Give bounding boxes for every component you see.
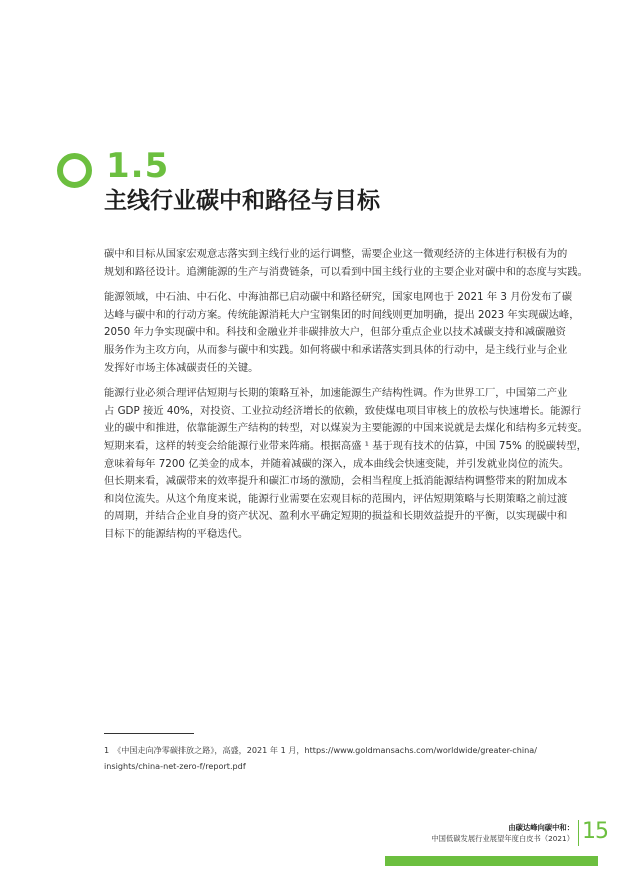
paragraph-line: 发挥好市场主体减碳责任的关键。 (104, 361, 259, 374)
section-ring-icon (57, 153, 92, 188)
paragraph-line: 2050 年力争实现碳中和。科技和金融业并非碳排放大户，但部分重点企业以技术减碳支持和减碳融资 (104, 326, 566, 339)
footer-series (431, 822, 574, 844)
body-text (104, 246, 588, 552)
paragraph-line: 达峰与碳中和的行动方案。传统能源消耗大户宝钢集团的时间线则更加明确，提出 2023 年实现碳达峰， (104, 308, 580, 321)
footnote-divider (104, 733, 194, 734)
section-title: 主线行业碳中和路径与目标 (104, 188, 380, 214)
footnote (104, 742, 564, 774)
footnote-line: insights/china-net-zero-f/report.pdf (104, 761, 246, 771)
footnote-line: 1 《中国走向净零碳排放之路》，高盛，2021 年 1 月，https://www.goldmansachs.com/worldwide/greater-china/ (104, 745, 537, 755)
page-number: 15 (582, 819, 608, 844)
footer-series-title: 由碳达峰向碳中和： (508, 823, 574, 832)
paragraph-line: 短期来看，这样的转变会给能源行业带来阵痛。根据高盛 ¹ 基于现有技术的估算，中国 75% 的脱碳转型， (104, 439, 587, 452)
paragraph-2 (104, 289, 580, 377)
paragraph-line: 碳中和目标从国家宏观意志落实到主线行业的运行调整，需要企业这一微观经济的主体进行积极有为的 (104, 248, 568, 260)
paragraph-3 (104, 385, 588, 543)
paragraph-line: 能源领域，中石油、中石化、中海油都已启动碳中和路径研究，国家电网也于 2021 年 3 月份发布了碳 (104, 291, 573, 304)
paragraph-line: 和岗位流失。从这个角度来说，能源行业需要在宏观目标的范围内，评估短期策略与长期策略之前过渡 (104, 492, 568, 505)
paragraph-line: 意味着每年 7200 亿美金的成本，并随着减碳的深入，成本曲线会快速变陡，并引发就业岗位的流失。 (104, 457, 570, 470)
paragraph-line: 但长期来看，减碳带来的效率提升和碳汇市场的激励，会相当程度上抵消能源结构调整带来的附加成本 (104, 475, 568, 488)
paragraph-line: 占 GDP 接近 40%，对投资、工业拉动经济增长的依赖，致使煤电项目审核上的放松与快速增长。能源行 (104, 404, 581, 417)
paragraph-line: 规划和路径设计。追溯能源的生产与消费链条，可以看到中国主线行业的主要企业对碳中和的态度与实践。 (104, 265, 588, 278)
footer-accent-bar (385, 856, 598, 866)
footer-separator (578, 820, 579, 846)
paragraph-line: 的周期，并结合企业自身的资产状况、盈利水平确定短期的损益和长期效益提升的平衡，以实现碳中和 (104, 510, 568, 523)
paragraph-1 (104, 246, 588, 281)
paragraph-line: 目标下的能源结构的平稳迭代。 (104, 527, 249, 540)
section-number: 1.5 (106, 146, 170, 186)
footer-series-subtitle: 中国低碳发展行业展望年度白皮书（2021） (431, 834, 574, 843)
paragraph-line: 服务作为主攻方向，从而参与碳中和实践。如何将碳中和承诺落实到具体的行动中，是主线行业与企业 (104, 343, 568, 356)
paragraph-line: 业的碳中和推进，依靠能源生产结构的转型，对以煤炭为主要能源的中国来说就是去煤化和结构多元转变。 (104, 422, 588, 435)
paragraph-line: 能源行业必须合理评估短期与长期的策略互补，加速能源生产结构性调。作为世界工厂，中国第二产业 (104, 387, 568, 400)
